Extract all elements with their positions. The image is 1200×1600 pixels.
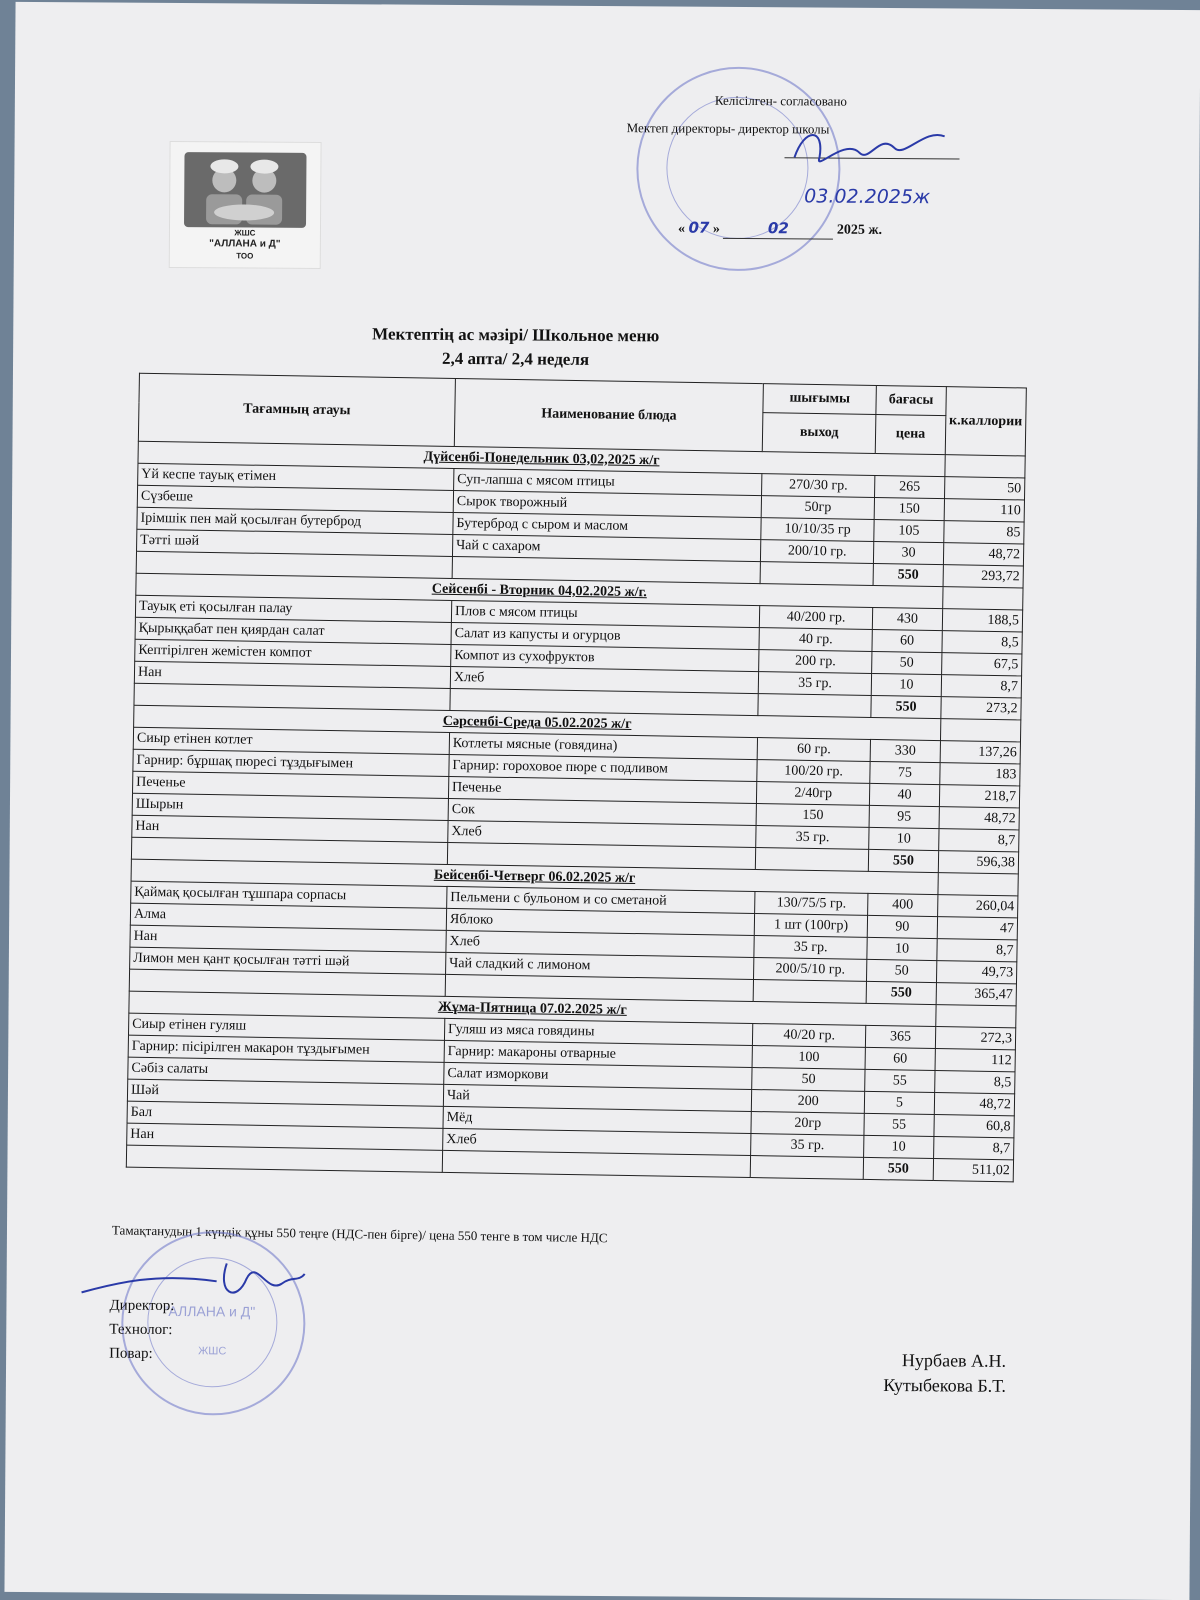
day-header-empty — [938, 873, 1019, 896]
dish-output: 35 гр. — [756, 826, 869, 850]
date-open-quote: « — [677, 221, 689, 237]
header-name-ru: Наименование блюда — [454, 379, 763, 452]
dish-name-kz: Гарнир: пісірілген макарон тұздығымен — [128, 1035, 444, 1062]
dish-name-ru: Хлеб — [450, 666, 759, 693]
menu-table — [126, 373, 1027, 1183]
dish-kcal: 47 — [937, 917, 1018, 940]
dish-price: 30 — [874, 541, 944, 564]
dish-name-kz: Шәй — [127, 1079, 443, 1106]
company-stamp-sub: ЖШС — [198, 1345, 227, 1358]
dish-name-ru: Чай сладкий с лимоном — [446, 952, 755, 979]
dish-output: 10/10/35 гр — [761, 518, 874, 542]
director-signature — [784, 117, 954, 178]
header-kcal: к.каллории — [945, 387, 1026, 456]
price-note: Тамақтанудың 1 күндік құны 550 теңге (НДС-пен бірге)/ цена 550 тенге в том числе НДС — [111, 1222, 608, 1246]
dish-output: 40/200 гр. — [760, 606, 873, 630]
dish-kcal: 188,5 — [942, 609, 1023, 632]
dish-kcal: 112 — [935, 1049, 1016, 1072]
dish-price: 40 — [870, 783, 940, 806]
dish-name-ru: Сырок творожный — [453, 490, 762, 517]
dish-name-kz: Печенье — [133, 771, 449, 798]
dish-price: 10 — [871, 673, 941, 696]
dish-name-kz: Сиыр етінен гуляш — [128, 1013, 444, 1040]
dish-name-ru: Гарнир: гороховое пюре с подливом — [449, 754, 758, 781]
day-header-empty — [942, 587, 1023, 610]
day-total-price: 550 — [871, 695, 941, 718]
logo-line-3: ТОО — [236, 251, 254, 261]
dish-kcal: 50 — [944, 477, 1025, 500]
dish-price: 95 — [869, 805, 939, 828]
signatory-name-1: Нурбаев А.Н. — [901, 1350, 1007, 1371]
dish-kcal: 8,7 — [941, 675, 1022, 698]
dish-output: 200 гр. — [759, 650, 872, 674]
dish-name-ru: Гуляш из мяса говядины — [444, 1018, 753, 1045]
header-output-kz: шығымы — [763, 384, 876, 415]
cooks-illustration — [184, 152, 307, 228]
dish-kcal: 85 — [944, 521, 1025, 544]
dish-name-ru: Салат из капусты и огурцов — [451, 622, 760, 649]
dish-name-ru: Салат изморкови — [444, 1062, 753, 1089]
dish-price: 430 — [872, 607, 942, 630]
dish-kcal: 8,5 — [942, 631, 1023, 654]
header-row-1 — [139, 373, 1026, 417]
dish-price: 365 — [866, 1025, 936, 1048]
day-total-kcal: 596,38 — [938, 851, 1019, 874]
dish-name-ru: Хлеб — [446, 930, 755, 957]
dish-name-ru: Печенье — [448, 776, 757, 803]
dish-kcal: 60,8 — [934, 1115, 1015, 1138]
dish-price: 55 — [864, 1113, 934, 1136]
dish-output: 40 гр. — [759, 628, 872, 652]
dish-kcal: 110 — [944, 499, 1025, 522]
logo-line-2: "АЛЛАНА и Д" — [209, 238, 281, 250]
dish-price: 400 — [868, 893, 938, 916]
dish-name-kz: Ірімшік пен май қосылған бутерброд — [137, 507, 453, 534]
total-empty-2 — [442, 1150, 751, 1177]
dish-name-ru: Котлеты мясные (говядина) — [449, 732, 758, 759]
dish-output: 20гр — [751, 1112, 864, 1136]
company-logo — [169, 141, 322, 269]
dish-price: 60 — [872, 629, 942, 652]
dish-name-ru: Чай — [443, 1084, 752, 1111]
dish-name-ru: Сок — [448, 798, 757, 825]
dish-output: 50 — [752, 1068, 865, 1092]
dish-kcal: 218,7 — [939, 785, 1020, 808]
document-page — [4, 2, 1200, 1600]
dish-name-ru: Чай с сахаром — [452, 534, 761, 561]
dish-name-kz: Сиыр етінен котлет — [133, 727, 449, 754]
dish-name-ru: Суп-лапша с мясом птицы — [454, 468, 763, 495]
day-header-empty — [940, 719, 1021, 742]
company-stamp-text: "АЛЛАНА и Д" — [163, 1302, 256, 1320]
dish-output: 50гр — [761, 496, 874, 520]
dish-output: 200/10 гр. — [761, 540, 874, 564]
dish-price: 5 — [864, 1091, 934, 1114]
header-price-ru: цена — [875, 414, 945, 454]
signatory-names — [883, 1348, 1006, 1399]
dish-price: 105 — [874, 519, 944, 542]
dish-name-kz: Нан — [132, 815, 448, 842]
dish-output: 100 — [752, 1046, 865, 1070]
dish-kcal: 183 — [940, 763, 1021, 786]
dish-name-kz: Гарнир: бұршақ пюресі тұздығымен — [133, 749, 449, 776]
dish-price: 10 — [867, 937, 937, 960]
dish-output: 35 гр. — [758, 672, 871, 696]
dish-name-ru: Мёд — [443, 1106, 752, 1133]
dish-output: 40/20 гр. — [753, 1024, 866, 1048]
dish-kcal: 67,5 — [941, 653, 1022, 676]
dish-output: 2/40гр — [757, 782, 870, 806]
dish-name-ru: Хлеб — [443, 1128, 752, 1155]
dish-price: 265 — [875, 475, 945, 498]
dish-price: 90 — [867, 915, 937, 938]
dish-output: 130/75/5 гр. — [755, 892, 868, 916]
dish-output: 60 гр. — [757, 738, 870, 762]
menu-subtitle: 2,4 апта/ 2,4 неделя — [441, 348, 590, 369]
dish-name-kz: Алма — [130, 903, 446, 930]
date-month-field — [723, 219, 833, 240]
day-total-price: 550 — [863, 1157, 933, 1180]
dish-name-kz: Қаймақ қосылған тұшпара сорпасы — [131, 881, 447, 908]
menu-title: Мектептің ас мәзірі/ Школьное меню — [372, 324, 660, 346]
day-title: Жұма-Пятница 07.02.2025 ж/г — [129, 991, 936, 1026]
dish-price: 50 — [867, 959, 937, 982]
day-total-kcal: 365,47 — [936, 983, 1017, 1006]
dish-name-kz: Үй кеспе тауық етімен — [138, 463, 454, 490]
dish-price: 330 — [870, 739, 940, 762]
dish-kcal: 137,26 — [940, 741, 1021, 764]
date-year: 2025 ж. — [836, 222, 883, 238]
dish-name-ru: Плов с мясом птицы — [451, 600, 760, 627]
total-empty-3 — [760, 562, 873, 586]
dish-price: 50 — [872, 651, 942, 674]
dish-name-kz: Нан — [127, 1123, 443, 1150]
day-header-empty — [945, 455, 1026, 478]
chef-image — [184, 152, 307, 228]
day-header-empty — [936, 1005, 1017, 1028]
dish-name-kz: Лимон мен қант қосылған тәтті шәй — [130, 947, 446, 974]
handwritten-date: 03.02.2025ж — [804, 185, 931, 209]
dish-name-kz: Шырын — [132, 793, 448, 820]
dish-name-kz: Нан — [130, 925, 446, 952]
dish-output: 1 шт (100гр) — [754, 914, 867, 938]
approval-date — [678, 219, 882, 240]
logo-line-1: ЖШС — [234, 228, 256, 238]
dish-output: 270/30 гр. — [762, 474, 875, 498]
dish-name-ru: Хлеб — [448, 820, 757, 847]
technologist-label: Технолог: — [109, 1321, 173, 1339]
date-month: 02 — [767, 219, 789, 238]
signature-roles — [109, 1294, 175, 1366]
dish-kcal: 48,72 — [943, 543, 1024, 566]
dish-price: 60 — [865, 1047, 935, 1070]
header-name-kz: Тағамның атауы — [138, 373, 455, 446]
dish-output: 100/20 гр. — [757, 760, 870, 784]
day-total-kcal: 511,02 — [933, 1159, 1014, 1182]
dish-kcal: 8,7 — [933, 1137, 1014, 1160]
cook-label: Повар: — [109, 1345, 153, 1362]
day-total-price: 550 — [866, 981, 936, 1004]
dish-name-kz: Нан — [134, 661, 450, 688]
date-close-quote: » — [709, 221, 720, 237]
total-empty-1 — [126, 1145, 442, 1172]
dish-price: 55 — [865, 1069, 935, 1092]
day-title: Сәрсенбі-Среда 05.02.2025 ж/г — [134, 705, 941, 740]
day-total-price: 550 — [873, 563, 943, 586]
dish-kcal: 8,7 — [938, 829, 1019, 852]
dish-name-kz: Сүзбеше — [137, 485, 453, 512]
total-empty-3 — [756, 848, 869, 872]
dish-name-kz: Қырыққабат пен қиярдан салат — [135, 617, 451, 644]
dish-name-ru: Яблоко — [446, 908, 755, 935]
dish-name-ru: Бутерброд с сыром и маслом — [453, 512, 762, 539]
dish-name-kz: Тәтті шәй — [137, 529, 453, 556]
dish-kcal: 48,72 — [939, 807, 1020, 830]
dish-name-ru: Пельмени с бульоном и со сметаной — [447, 886, 756, 913]
dish-name-ru: Компот из сухофруктов — [451, 644, 760, 671]
dish-output: 150 — [756, 804, 869, 828]
dish-kcal: 49,73 — [936, 961, 1017, 984]
dish-kcal: 48,72 — [934, 1093, 1015, 1116]
dish-name-kz: Кептірілген жемістен компот — [135, 639, 451, 666]
total-empty-3 — [750, 1156, 863, 1180]
dish-output: 35 гр. — [754, 936, 867, 960]
signatory-name-2: Кутыбекова Б.Т. — [883, 1374, 1006, 1396]
dish-name-kz: Тауық еті қосылған палау — [135, 595, 451, 622]
day-total-price: 550 — [868, 849, 938, 872]
header-price-kz: бағасы — [876, 385, 946, 415]
dish-price: 10 — [864, 1135, 934, 1158]
header-output-ru: выход — [762, 413, 876, 454]
total-empty-3 — [753, 980, 866, 1004]
dish-kcal: 8,7 — [937, 939, 1018, 962]
dish-kcal: 8,5 — [934, 1071, 1015, 1094]
day-title: Сейсенбі - Вторник 04,02.2025 ж/г. — [136, 573, 943, 608]
day-total-kcal: 293,72 — [943, 565, 1024, 588]
dish-name-kz: Сәбіз салаты — [128, 1057, 444, 1084]
dish-name-kz: Бал — [127, 1101, 443, 1128]
dish-price: 75 — [870, 761, 940, 784]
director-label: Директор: — [109, 1297, 175, 1315]
dish-kcal: 260,04 — [937, 895, 1018, 918]
dish-price: 150 — [874, 497, 944, 520]
day-title: Бейсенбі-Четверг 06.02.2025 ж/г — [131, 859, 938, 894]
dish-price: 10 — [869, 827, 939, 850]
day-total-kcal: 273,2 — [941, 697, 1022, 720]
dish-kcal: 272,3 — [935, 1027, 1016, 1050]
date-day: 07 — [688, 218, 710, 237]
total-empty-3 — [758, 694, 871, 718]
dish-output: 200 — [752, 1090, 865, 1114]
dish-output: 200/5/10 гр. — [754, 958, 867, 982]
approval-director: Мектеп директоры- директор школы — [626, 120, 830, 137]
dish-name-ru: Гарнир: макароны отварные — [444, 1040, 753, 1067]
day-title: Дүйсенбі-Понедельник 03,02,2025 ж/г — [138, 441, 945, 476]
dish-output: 35 гр. — [751, 1134, 864, 1158]
approval-agreed: Келісілген- согласовано — [714, 92, 847, 109]
